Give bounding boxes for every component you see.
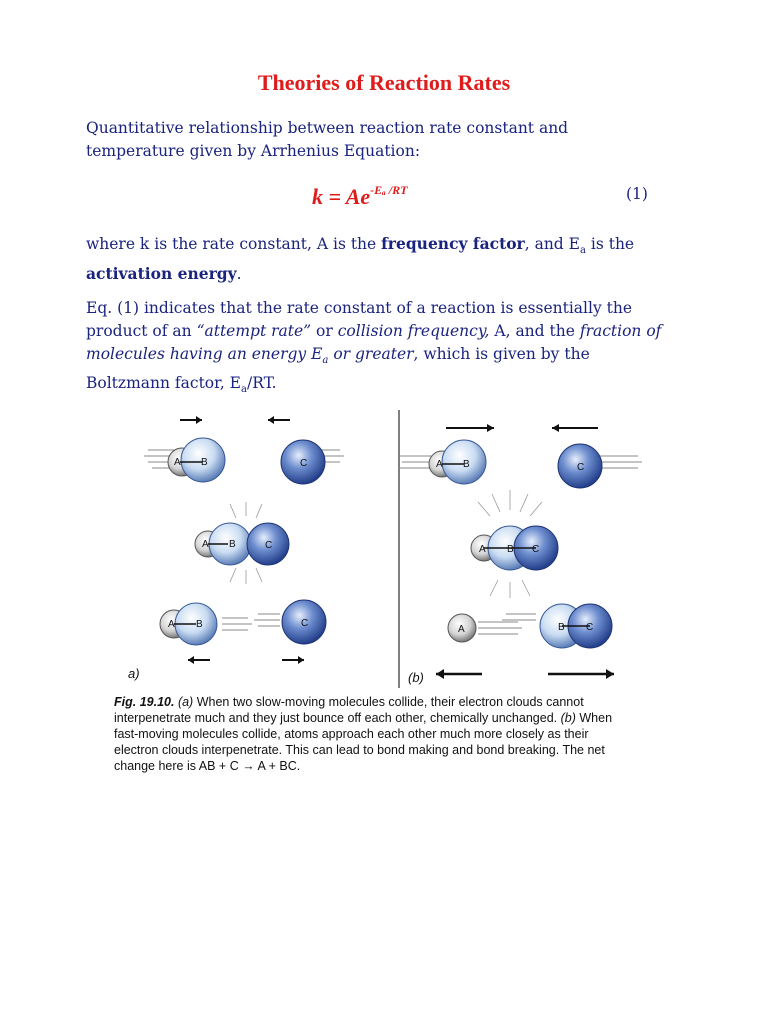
equation-exponent: -Eₐ /RT — [370, 183, 408, 197]
explanation-text-5: , which is given by the — [413, 345, 590, 363]
collision-diagram — [118, 398, 650, 698]
arrowhead — [196, 416, 202, 424]
activation-energy-term: activation energy — [86, 264, 237, 284]
panel-b — [398, 424, 642, 685]
fraction-term: fraction of — [579, 322, 662, 340]
caption-part-a: (a) — [177, 695, 194, 709]
atom-label-a: A — [202, 539, 209, 550]
motion-lines — [478, 614, 536, 634]
collision-figure — [118, 398, 650, 698]
arrowhead — [487, 424, 494, 432]
atom-label-a: A — [168, 619, 175, 630]
arrowhead — [606, 669, 614, 679]
molecules-term: molecules having an energy E — [86, 345, 323, 363]
collision-frequency-term: collision frequency, — [337, 322, 490, 340]
arrowhead — [436, 669, 444, 679]
atom-label-b: B — [558, 622, 565, 633]
explanation-text-7: /RT. — [246, 374, 277, 393]
caption-part-b: (b) — [560, 711, 576, 725]
atom-label-b: B — [196, 619, 203, 630]
subscript-a-2: a — [322, 355, 329, 367]
subscript-a: a — [579, 245, 586, 257]
intro-paragraph — [86, 117, 686, 163]
arrhenius-equation — [312, 184, 407, 210]
atom-label-c: C — [532, 544, 540, 555]
panel-b-label: (b) — [408, 670, 424, 685]
atom-label-c: C — [300, 458, 308, 469]
explanation-text-6: Boltzmann factor, E — [86, 374, 241, 393]
atom-label-a: A — [436, 459, 443, 470]
arrowhead — [552, 424, 559, 432]
definitions-text-4: . — [236, 265, 242, 284]
caption-line-2: interpenetrate much and they just bounce off each other, chemically unchanged. — [114, 711, 558, 725]
atom-label-a: A — [479, 544, 486, 555]
caption-line-4: electron clouds interpenetrate. This can lead to bond making and bond breaking. The net — [114, 743, 605, 757]
motion-lines — [222, 614, 280, 630]
atom-label-b: B — [201, 457, 208, 468]
greater-term: or greater — [328, 345, 414, 363]
atom-label-a: A — [174, 457, 181, 468]
atom-label-c: C — [586, 622, 594, 633]
atom-label-b: B — [229, 539, 236, 550]
explanation-text-4: A, and the — [489, 322, 580, 340]
figure-caption — [114, 694, 674, 774]
definitions-text-3: is the — [585, 235, 635, 253]
frequency-factor-term: frequency factor — [381, 234, 525, 253]
explanation-text-3: or — [311, 322, 338, 340]
arrowhead — [188, 656, 194, 664]
arrowhead — [268, 416, 274, 424]
explanation-text-1: Eq. (1) indicates that the rate constant of a reaction is essentially the — [86, 299, 633, 317]
arrowhead — [298, 656, 304, 664]
explanation-text-2: product of an — [86, 322, 197, 340]
atom-label-b: B — [507, 544, 514, 555]
equation-number: (1) — [626, 185, 648, 203]
atom-label-c: C — [301, 618, 309, 629]
panel-a — [128, 416, 344, 681]
caption-line-5: change here is AB + C → A + BC. — [114, 759, 301, 773]
atom-label-b: B — [463, 459, 470, 470]
explanation-paragraph — [86, 297, 686, 401]
caption-line-2b: When — [575, 711, 613, 725]
caption-line-1: When two slow-moving molecules collide, their electron clouds cannot — [193, 695, 584, 709]
caption-lead: Fig. 19.10. — [114, 695, 175, 709]
definitions-paragraph — [86, 232, 686, 286]
equation-main: k = Ae — [312, 184, 371, 209]
atom-label-c: C — [577, 462, 585, 473]
atom-label-a: A — [458, 624, 465, 635]
definitions-text-1: where k is the rate constant, A is the — [86, 235, 382, 253]
intro-line-1: Quantitative relationship between reaction rate constant and — [86, 119, 569, 137]
caption-line-3: fast-moving molecules collide, atoms approach each other much more closely as their — [114, 727, 589, 741]
atom-label-c: C — [265, 540, 273, 551]
attempt-rate-term: “attempt rate” — [196, 322, 312, 340]
panel-a-label: a) — [128, 666, 140, 681]
intro-line-2: temperature given by Arrhenius Equation: — [86, 142, 421, 160]
subscript-a-3: a — [241, 384, 247, 396]
definitions-text-2: , and E — [524, 235, 580, 253]
page-title: Theories of Reaction Rates — [257, 70, 511, 95]
